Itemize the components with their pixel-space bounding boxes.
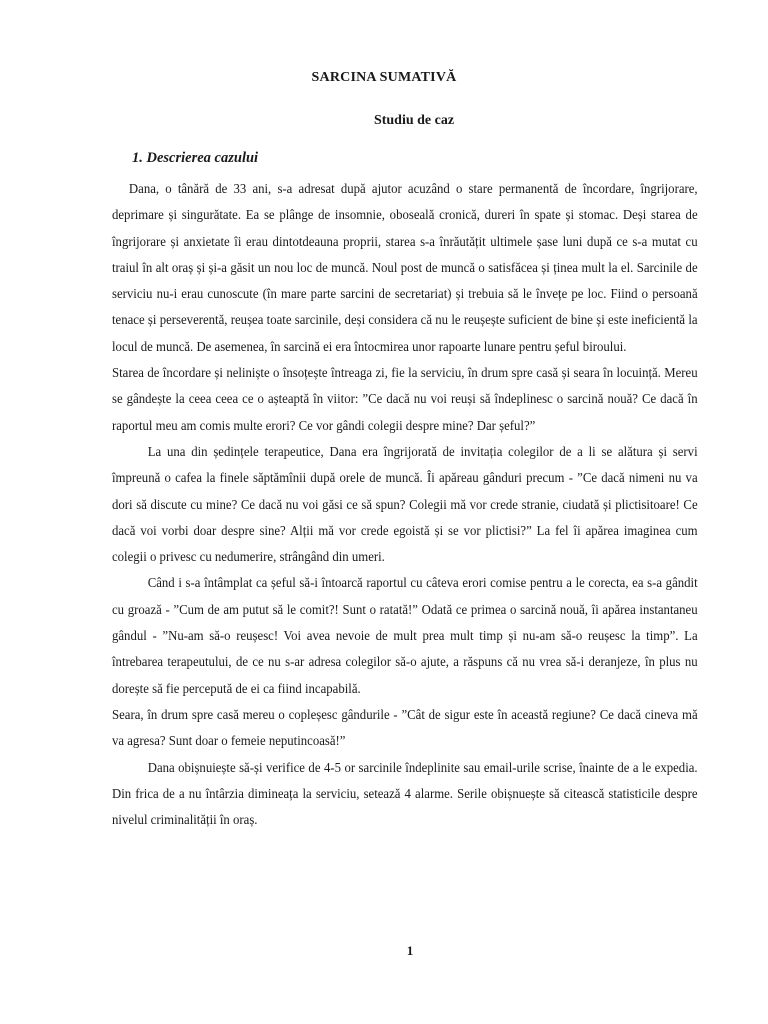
paragraph: Seara, în drum spre casă mereu o copleșesc gândurile - ”Cât de sigur este în această regiune? Ce dacă cineva mă va agresa? Sunt doar o femeie neputincoasă!” [112,706,698,749]
body-text [112,176,698,833]
paragraph: Starea de încordare și neliniște o însoțește întreaga zi, fie la serviciu, în drum spre casă și seara în locuință. Mereu se gândește la ceea ceea ce o așteaptă în viitor: ”Ce dacă nu voi reuși să îndeplinesc o sarcină nouă? Ce dacă în raportul meu am comis multe erori? Ce vor gândi colegii despre mine? Dar șeful?” [112,365,698,433]
paragraph: La una din ședințele terapeutice, Dana era îngrijorată de invitația colegilor de a li se alătura și servi împreună o cafea la finele săptămînii după orele de muncă. Îi apăreau gânduri precum - ”Ce dacă nimeni nu va dori să discute cu mine? Ce dacă nu voi găsi ce să spun? Colegii mă vor crede stranie, ciudată și plictisitoare! Ce dacă voi vorbi doar despre sine? Alții mă vor crede egoistă și se vor plictisi?” La fel îi apărea imaginea cum colegii o privesc cu nedumerire, strângând din umeri. [112,443,698,565]
document-subtitle: Studiu de caz [373,113,455,128]
paragraph: Dana, o tânără de 33 ani, s-a adresat după ajutor acuzând o stare permanentă de încordare, îngrijorare, deprimare și singurătate. Ea se plânge de insomnie, oboseală cronică, dureri în spate și stomac. Deși starea de îngrijorare și anxietate îi erau dintotdeauna proprii, starea s-a înrăutățit ultimele șase luni după ce s-a mutat cu traiul în alt oraș și și-a găsit un nou loc de muncă. Noul post de muncă o satisfăcea și ținea mult la el. Sarcinile de serviciu nu-i erau cunoscute (în mare parte sarcini de secretariat) și trebuia să le învețe pe loc. Fiind o persoană tenace și perseverentă, reușea toate sarcinile, deși considera că nu le reușește suficient de bine și este ineficientă la locul de muncă. De asemenea, în sarcină ei era întocmirea unor rapoarte lunare pentru șeful biroului. [112,181,698,354]
page-number: 1 [406,943,414,958]
document-title: SARCINA SUMATIVĂ [311,70,457,85]
section-heading: 1. Descrierea cazului [132,150,259,166]
paragraph: Când i s-a întâmplat ca șeful să-i întoarcă raportul cu câteva erori comise pentru a le corecta, ea s-a gândit cu groază - ”Cum de am putut să le comit?! Sunt o ratată!” Odată ce primea o sarcină nouă, îi apărea instantaneu gândul - ”Nu-am să-o reușesc! Voi avea nevoie de mult prea mult timp și nu-am să-o reușesc la timp”. La întrebarea terapeutului, de ce nu s-ar adresa colegilor să-o ajute, a răspuns că nu vrea să-i deranjeze, în plus nu dorește să fie percepută de ei ca fiind incapabilă. [112,575,698,696]
paragraph: Dana obișnuiește să-și verifice de 4-5 or sarcinile îndeplinite sau email-urile scrise, înainte de a le expedia. Din frica de a nu întârzia dimineața la serviciu, setează 4 alarme. Serile obișnuește să citească statisticile despre nivelul criminalității în oraș. [112,759,698,828]
